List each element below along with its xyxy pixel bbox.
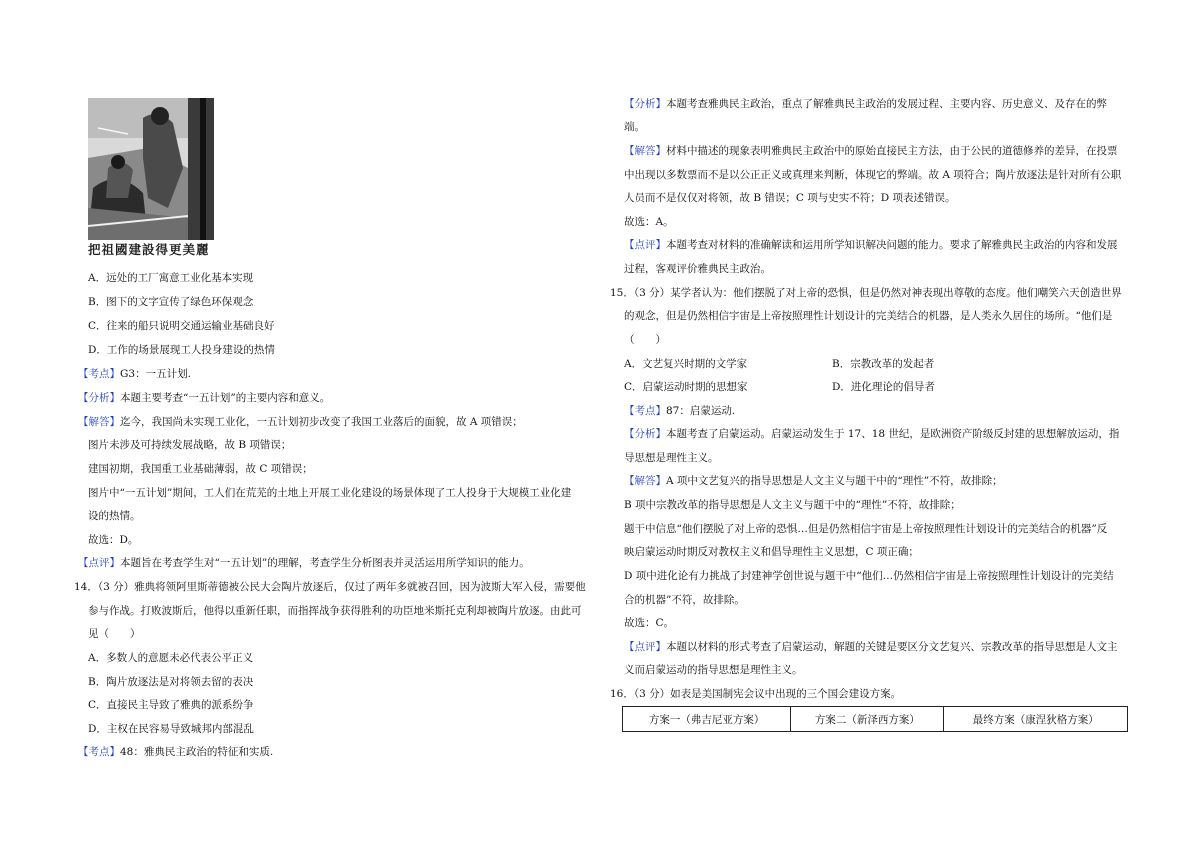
poster-caption: 把祖國建設得更美麗 — [88, 242, 210, 257]
q14-kaodian — [78, 745, 273, 759]
q14-option-d: D．主权在民容易导致城邦内部混乱 — [88, 723, 254, 735]
q14-answer: 故选：A。 — [624, 216, 674, 228]
poster-image — [88, 98, 214, 258]
q13-jieda-line5: 设的热情。 — [88, 510, 141, 522]
q15-option-b: B．宗教改革的发起者 — [832, 358, 935, 370]
jieda-tag: 【解答】 — [624, 145, 666, 157]
q14-jieda-line2: 中出现以多数票而不是以公正正义或真理来判断，体现它的弊端。故 A 项符合；陶片放逐法是针对所有公职 — [624, 169, 1122, 181]
q15-fenxi — [624, 427, 1119, 441]
q14-option-c: C．直接民主导致了雅典的派系纷争 — [88, 699, 254, 711]
fenxi-tag: 【分析】 — [624, 98, 666, 110]
q14-jieda-line3: 人员而不是仅仅对将领，故 B 错误；C 项与史实不符；D 项表述错误。 — [624, 192, 956, 204]
q13-jieda — [78, 415, 523, 429]
dianping-text: 本题旨在考查学生对“一五计划”的理解，考查学生分析图表并灵活运用所学知识的能力。 — [120, 557, 530, 569]
q13-option-a: A．远处的工厂寓意工业化基本实现 — [88, 272, 254, 284]
dianping-tag: 【点评】 — [78, 557, 120, 569]
dianping-text: 本题以材料的形式考查了启蒙运动，解题的关键是要区分文艺复兴、宗教改革的指导思想是人文主 — [666, 641, 1118, 653]
q15-stem-line2: 的观念，但是仍然相信宇宙是上帝按照理性计划设计的完美结合的机器，是人类永久居住的场所。“他们是 — [624, 310, 1113, 322]
q13-fenxi — [78, 391, 330, 405]
table-cell-plan-2: 方案二（新泽西方案） — [791, 707, 944, 732]
q15-jieda-line5: D 项中进化论有力挑战了封建神学创世说与题干中“他们…仍然相信宇宙是上帝按照理性计划设计的完美结 — [624, 570, 1114, 582]
jieda-tag: 【解答】 — [624, 475, 666, 487]
dianping-text: 本题考查对材料的准确解读和运用所学知识解决问题的能力。要求了解雅典民主政治的内容和发展 — [666, 239, 1118, 251]
q15-option-c: C．启蒙运动时期的思想家 — [624, 381, 748, 393]
q13-kaodian — [78, 367, 191, 381]
kaodian-tag: 【考点】 — [78, 368, 120, 380]
kaodian-text: G3：一五计划. — [120, 368, 191, 380]
q13-option-b: B．图下的文字宣传了绿色环保观念 — [88, 296, 254, 308]
q15-jieda — [624, 474, 1003, 488]
kaodian-tag: 【考点】 — [624, 405, 666, 417]
q15-jieda-line4: 映启蒙运动时期反对教权主义和倡导理性主义思想，C 项正确； — [624, 546, 919, 558]
q14-jieda — [624, 144, 1118, 158]
q15-stem-line1: 15．（3 分）某学者认为：他们摆脱了对上帝的恐惧，但是仍然对神表现出尊敬的态度。他们嘲笑六天创造世界 — [610, 287, 1122, 299]
q15-dianping-line2: 义而启蒙运动的指导思想是理性主义。 — [624, 664, 803, 676]
table-cell-plan-1: 方案一（弗吉尼亚方案） — [623, 707, 791, 732]
q13-answer: 故选：D。 — [88, 534, 139, 546]
jieda-text: 材料中描述的现象表明雅典民主政治中的原始直接民主方法，由于公民的道德修养的差异，在投票 — [666, 145, 1118, 157]
q15-option-d: D．进化理论的倡导者 — [832, 381, 935, 393]
dianping-tag: 【点评】 — [624, 239, 666, 251]
plans-table — [622, 706, 1128, 732]
q16-stem: 16．（3 分）如表是美国制宪会议中出现的三个国会建设方案。 — [610, 688, 902, 700]
fenxi-tag: 【分析】 — [624, 428, 666, 440]
q15-option-a: A．文艺复兴时期的文学家 — [624, 358, 748, 370]
fenxi-text: 本题考查了启蒙运动。启蒙运动发生于 17、18 世纪，是欧洲资产阶级反封建的思想解放运动，指 — [666, 428, 1120, 440]
q13-option-d: D．工作的场景展现工人投身建设的热情 — [88, 344, 275, 356]
q14-option-b: B．陶片放逐法是对将领去留的表决 — [88, 676, 254, 688]
q13-jieda-line2: 图片未涉及可持续发展战略，故 B 项错误； — [88, 439, 292, 451]
table-cell-plan-final: 最终方案（康涅狄格方案） — [944, 707, 1128, 732]
q14-option-a: A．多数人的意愿未必代表公平正义 — [88, 652, 254, 664]
q13-dianping — [78, 556, 530, 570]
q14-stem-line3: 见（ ） — [88, 628, 141, 640]
dianping-tag: 【点评】 — [624, 641, 666, 653]
jieda-text: 迄今，我国尚未实现工业化，一五计划初步改变了我国工业落后的面貌，故 A 项错误； — [120, 416, 523, 428]
q14-fenxi — [624, 97, 1107, 111]
q14-stem-line1: 14．（3 分）雅典将领阿里斯蒂德被公民大会陶片放逐后，仅过了两年多就被召回，因为波斯大军入侵，需要他 — [74, 581, 586, 593]
fenxi-tag: 【分析】 — [78, 392, 120, 404]
q15-fenxi-line2: 导思想是理性主义。 — [624, 452, 719, 464]
jieda-text: A 项中文艺复兴的指导思想是人文主义与题干中的“理性”不符，故排除； — [666, 475, 1003, 487]
fenxi-text: 本题考查雅典民主政治，重点了解雅典民主政治的发展过程、主要内容、历史意义、及存在的弊 — [666, 98, 1107, 110]
q15-jieda-line3: 题干中信息“他们摆脱了对上帝的恐惧…但是仍然相信宇宙是上帝按照理性计划设计的完美结合的机器”反 — [624, 523, 1108, 535]
q13-jieda-line3: 建国初期，我国重工业基础薄弱，故 C 项错误； — [88, 463, 313, 475]
q15-jieda-line6: 合的机器”不符，故排除。 — [624, 594, 745, 606]
q14-fenxi-line2: 端。 — [624, 121, 645, 133]
q15-answer: 故选：C。 — [624, 617, 675, 629]
q15-stem-line3: （ ） — [624, 334, 666, 346]
kaodian-text: 87：启蒙运动. — [666, 405, 736, 417]
table-row — [623, 707, 1128, 732]
poster-illustration — [88, 98, 214, 240]
q14-dianping — [624, 238, 1118, 252]
q14-stem-line2: 参与作战。打败波斯后，他得以重新任职，而指挥战争获得胜利的功臣地米斯托克利却被陶片放逐。由此可 — [88, 605, 582, 617]
fenxi-text: 本题主要考查“一五计划”的主要内容和意义。 — [120, 392, 331, 404]
q14-dianping-line2: 过程，客观评价雅典民主政治。 — [624, 263, 771, 275]
kaodian-text: 48：雅典民主政治的特征和实质. — [120, 746, 274, 758]
jieda-tag: 【解答】 — [78, 416, 120, 428]
q15-dianping — [624, 640, 1118, 654]
kaodian-tag: 【考点】 — [78, 746, 120, 758]
q15-jieda-line2: B 项中宗教改革的指导思想是人文主义与题干中的“理性”不符，故排除； — [624, 499, 961, 511]
q13-jieda-line4: 图片中“一五计划”期间，工人们在荒芜的土地上开展工业化建设的场景体现了工人投身于大规模工业化建 — [88, 487, 572, 499]
q15-kaodian — [624, 404, 735, 418]
q13-option-c: C．往来的船只说明交通运输业基础良好 — [88, 320, 275, 332]
